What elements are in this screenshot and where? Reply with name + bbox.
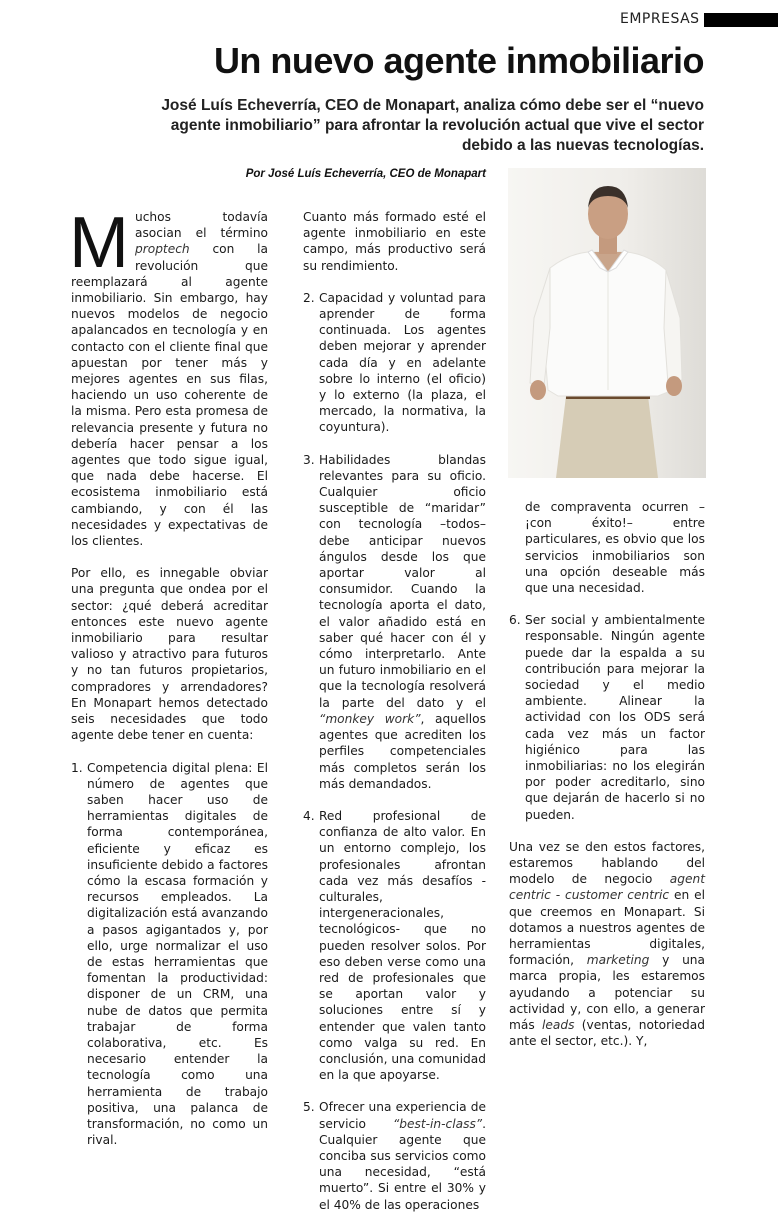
column-1: [69, 203, 268, 1148]
conclusion-text: (ventas, notoriedad ante el sector, etc.). Y,: [509, 1018, 705, 1049]
list-text: , aquellos agentes que acrediten los perfiles competenciales más completos serán los más demandados.: [319, 711, 486, 791]
list-text: Ofrecer una experiencia de servicio: [319, 1100, 486, 1131]
list-item: [71, 760, 268, 1149]
needs-list-part-1: [71, 760, 268, 1149]
intro-lead: uchos todavía asocian el término: [134, 210, 268, 241]
list-text: Ser social y ambientalmente responsable. Ningún agente puede dar la espalda a su contribución para mejorar la sociedad y el medio ambiente. Alinear la actividad con los ODS será cada vez más un factor higiénico para las inmobiliarias: no los elegirán por poder acreditarlo, sino que dejarán de hacerlo si no pueden.: [525, 613, 705, 822]
article-byline: Por José Luís Echeverría, CEO de Monapart: [245, 168, 486, 180]
list-number: 6.: [509, 613, 521, 628]
needs-list-part-3: [509, 612, 705, 823]
paragraph-question: Por ello, es innegable obviar una pregunta que ondea por el sector: ¿qué deberá acreditar entonces este nuevo agente inmobiliario para resultar valioso y atractivo para futuros y no tan futuros propietarios, compradores y arrendadores? En Monapart hemos detectado seis necesidades que todo agente debe tener en cuenta:: [71, 566, 268, 743]
list-item-continuation: de compraventa ocurren –¡con éxito!– entre particulares, es obvio que los servicios inmobiliarios son una opción deseable más que una necesidad.: [525, 500, 705, 596]
portrait-illustration: [508, 168, 706, 478]
list-number: 4.: [303, 808, 315, 823]
drop-cap: M: [69, 203, 129, 283]
list-item: [303, 290, 486, 436]
needs-list-part-2: [303, 290, 486, 1213]
list-text: . Cualquier agente que conciba sus servicios como una necesidad, “está muerto”. Si entre el 30% y el 40% de las operaciones: [319, 1116, 486, 1212]
list-number: 1.: [71, 760, 83, 775]
list-text: Competencia digital plena: El número de agentes que saben hacer uso de herramientas digitales de forma contemporánea, eficiente y eficaz es insuficiente debido a factores cómo la escasa formación y recursos empleados. La digitalización está avanzando a pasos agigantados y, por ello, urge normalizar el uso de estas herramientas que fomentan la productividad: disponer de un CRM, una nube de datos que permita trabajar de forma colaborativa, etc. Es necesario entender la tecnología como una herramienta de trabajo positiva, una palanca de transformación, no como un rival.: [87, 760, 268, 1148]
conclusion-text: y una marca propia, les estaremos ayudando a potenciar su actividad y, con ello, a generar más: [509, 953, 705, 1033]
list-item: [303, 452, 486, 792]
list-item: [509, 612, 705, 823]
list-term: “best-in-class”: [392, 1116, 483, 1131]
list-text: Red profesional de confianza de alto valor. En un entorno complejo, los profesionales afrontan cada vez más desafíos -culturales, intergeneracionales, tecnológicos- que no pueden resolver solos. Por eso deben verse como una red de profesionales que se aportan valor y soluciones entre sí y entender que valen tanto como valga su red. En conclusión, una comunidad en la que apoyarse.: [319, 808, 486, 1083]
conclusion-term: agent centric - customer centric: [509, 872, 705, 903]
list-item-continuation: Cuanto más formado esté el agente inmobiliario en este campo, más productivo será su rendimiento.: [303, 210, 486, 273]
list-item: [303, 1099, 486, 1212]
section-label: EMPRESAS: [620, 11, 700, 27]
list-term: “monkey work”: [319, 711, 421, 726]
conclusion-text: en el que creemos en Monapart. Si dotamos a nuestros agentes de herramientas digitales, formación,: [509, 888, 705, 968]
conclusion-term: marketing: [586, 953, 650, 968]
conclusion-text: Una vez se den estos factores, estaremos hablando del modelo de negocio: [509, 839, 705, 887]
author-photo: [508, 168, 706, 478]
paragraph-intro: [69, 203, 268, 549]
article-subtitle: José Luís Echeverría, CEO de Monapart, analiza cómo debe ser el “nuevo agente inmobiliario” para afrontar la revolución actual que vive el sector debido a las nuevas tecnologías.: [161, 97, 704, 154]
column-3: [509, 499, 705, 1050]
intro-term: proptech: [134, 242, 190, 257]
conclusion-term: leads: [542, 1018, 575, 1033]
intro-rest: con la revolución que reemplazará al agente inmobiliario. Sin embargo, hay nuevos modelos de negocio apalancados en tecnología y en contacto con el cliente final que apuestan por tener más y mejores agentes en sus filas, haciendo un uso coherente de la misma. Pero esta promesa de relevancia presente y futura no debería hacer pensar a los agentes que todo sigue igual, que nada debe hacerse. El ecosistema inmobiliario está cambiando, y con él las necesidades y expectativas de los clientes.: [71, 242, 268, 549]
list-text: Habilidades blandas relevantes para su oficio. Cualquier oficio susceptible de “maridar” con tecnología –todos– debe anticipar nuevos ángulos desde los que aportar valor al consumidor. Cuando la tecnología aporta el dato, el valor añadido está en saber qué hacer con él y cómo interpretarlo. Ante un futuro inmobiliario en el que la tecnología resolverá la parte del dato y el: [319, 452, 486, 710]
list-text: Capacidad y voluntad para aprender de forma continuada. Los agentes deben mejorar y aprender cada día y en adelante sobre lo interno (el oficio) y lo externo (la plaza, el mercado, la normativa, la coyuntura).: [319, 290, 486, 435]
paragraph-conclusion: [509, 839, 705, 1050]
list-number: 5.: [303, 1100, 315, 1115]
list-item: [303, 808, 486, 1083]
section-bar: [704, 13, 778, 27]
list-number: 3.: [303, 452, 315, 467]
column-2: [303, 209, 486, 1213]
article-title: Un nuevo agente inmobiliario: [213, 40, 704, 81]
list-number: 2.: [303, 290, 315, 305]
